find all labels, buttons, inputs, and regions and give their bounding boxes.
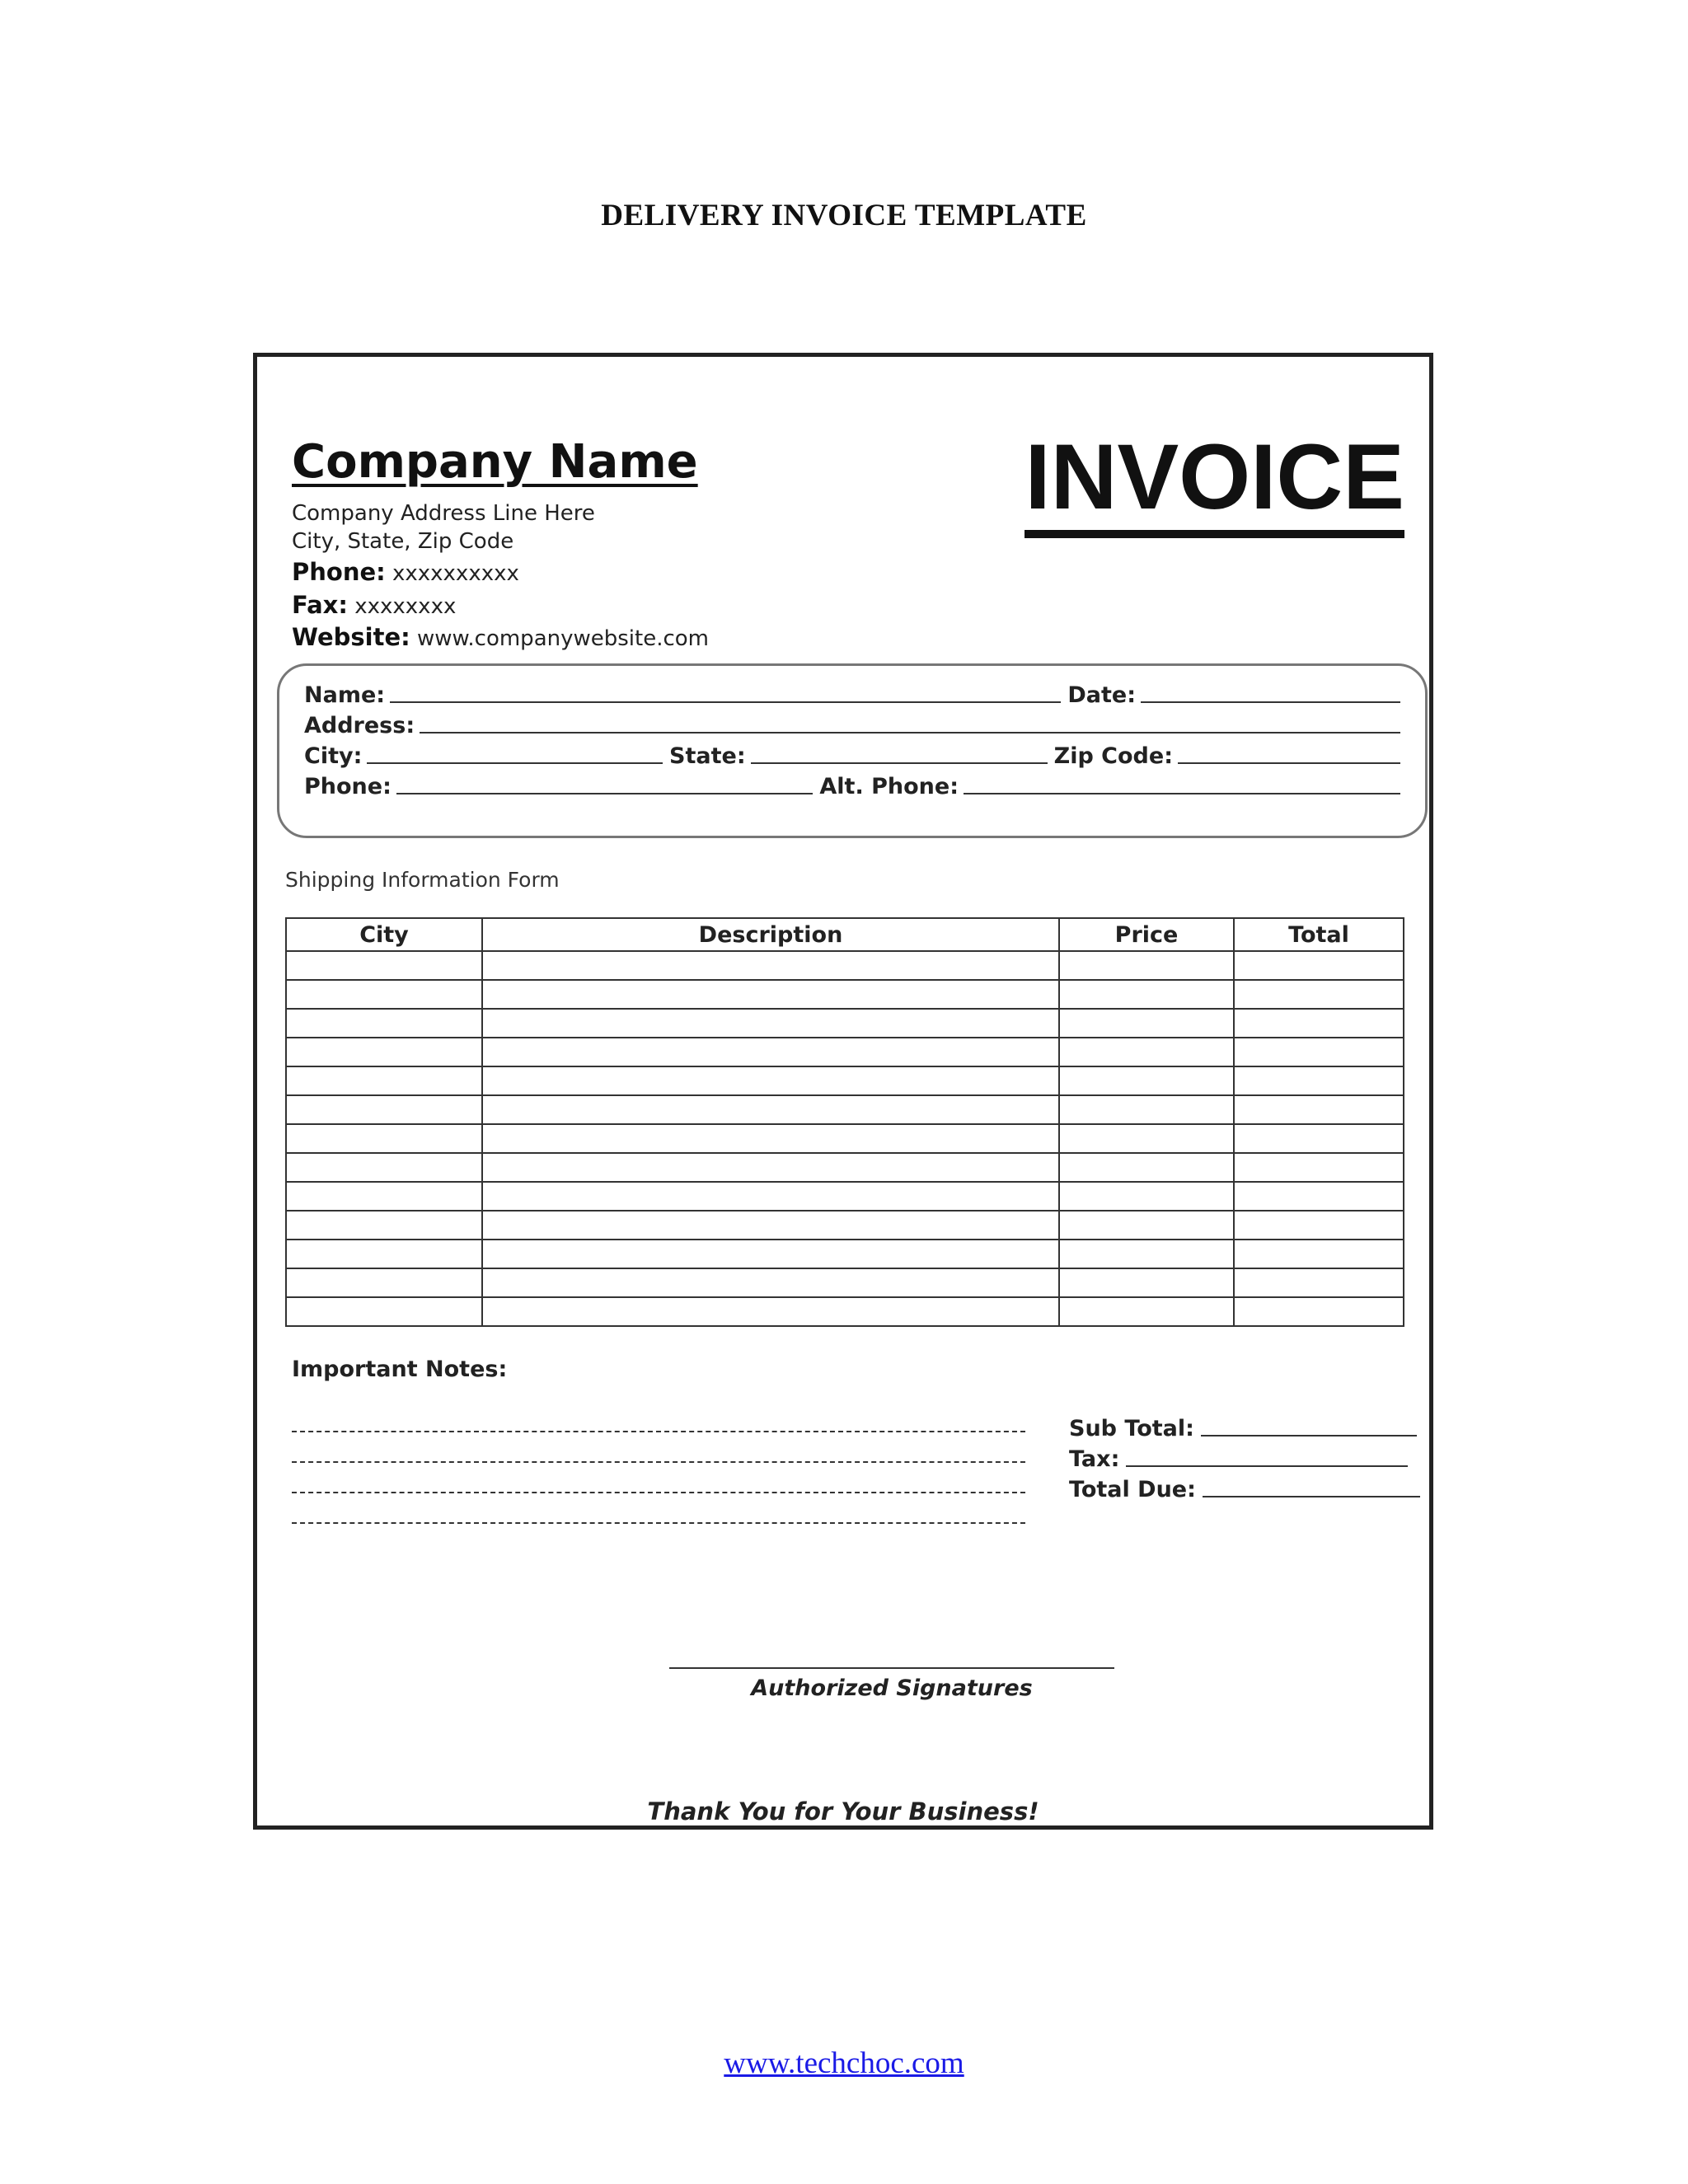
company-fax-value: xxxxxxxx [354, 594, 457, 619]
cell-total[interactable] [1234, 1297, 1404, 1326]
column-header-city: City [286, 918, 482, 951]
phone-label: Phone: [304, 774, 392, 799]
cell-price[interactable] [1059, 1066, 1234, 1095]
page-title: DELIVERY INVOICE TEMPLATE [601, 199, 1087, 232]
cell-city[interactable] [286, 1297, 482, 1326]
table-row [286, 1153, 1404, 1182]
note-line[interactable] [292, 1492, 1025, 1493]
cell-price[interactable] [1059, 1095, 1234, 1124]
cell-description[interactable] [482, 1268, 1059, 1297]
company-website-value: www.companywebsite.com [416, 626, 710, 651]
customer-row-phone [304, 774, 1400, 799]
table-row [286, 1211, 1404, 1240]
shipping-table-body [286, 951, 1404, 1326]
cell-city[interactable] [286, 1066, 482, 1095]
column-header-total: Total [1234, 918, 1404, 951]
cell-total[interactable] [1234, 1182, 1404, 1211]
total-due-field[interactable] [1203, 1479, 1420, 1497]
phone-field[interactable] [396, 775, 814, 794]
subtotal-row [1069, 1416, 1417, 1441]
table-row [286, 1124, 1404, 1153]
alt-phone-label: Alt. Phone: [819, 774, 959, 799]
cell-total[interactable] [1234, 1268, 1404, 1297]
company-name: Company Name [292, 435, 698, 489]
table-row [286, 951, 1404, 980]
company-phone-value: xxxxxxxxxx [392, 561, 519, 586]
zip-field[interactable] [1178, 744, 1400, 764]
footer-link[interactable]: www.techchoc.com [724, 2046, 964, 2080]
city-field[interactable] [367, 744, 663, 764]
subtotal-label: Sub Total: [1069, 1416, 1194, 1441]
cell-price[interactable] [1059, 1240, 1234, 1268]
cell-description[interactable] [482, 1211, 1059, 1240]
note-line[interactable] [292, 1522, 1025, 1524]
company-website-label: Website: [292, 623, 410, 651]
cell-city[interactable] [286, 1240, 482, 1268]
tax-field[interactable] [1126, 1449, 1408, 1467]
table-row [286, 1095, 1404, 1124]
state-field[interactable] [751, 744, 1048, 764]
date-field[interactable] [1141, 683, 1400, 703]
table-row [286, 1066, 1404, 1095]
cell-price[interactable] [1059, 1297, 1234, 1326]
cell-city[interactable] [286, 1211, 482, 1240]
customer-info-box [277, 663, 1428, 838]
zip-label: Zip Code: [1053, 743, 1173, 769]
invoice-title: INVOICE [1025, 431, 1404, 538]
table-row [286, 1268, 1404, 1297]
cell-price[interactable] [1059, 1268, 1234, 1297]
cell-city[interactable] [286, 1153, 482, 1182]
signature-label: Authorized Signatures [751, 1675, 1033, 1701]
thank-you-message: Thank You for Your Business! [647, 1797, 1039, 1825]
cell-total[interactable] [1234, 1038, 1404, 1066]
invoice-form [253, 353, 1433, 1830]
cell-price[interactable] [1059, 1182, 1234, 1211]
cell-price[interactable] [1059, 1211, 1234, 1240]
cell-description[interactable] [482, 1095, 1059, 1124]
cell-city[interactable] [286, 1038, 482, 1066]
note-line[interactable] [292, 1461, 1025, 1463]
table-row [286, 980, 1404, 1009]
customer-row-name [304, 682, 1400, 708]
cell-total[interactable] [1234, 951, 1404, 980]
subtotal-field[interactable] [1201, 1418, 1417, 1436]
cell-description[interactable] [482, 1182, 1059, 1211]
cell-city[interactable] [286, 980, 482, 1009]
cell-description[interactable] [482, 951, 1059, 980]
cell-city[interactable] [286, 1268, 482, 1297]
state-label: State: [669, 743, 746, 769]
table-row [286, 1240, 1404, 1268]
company-phone-label: Phone: [292, 558, 386, 586]
cell-total[interactable] [1234, 1009, 1404, 1038]
cell-total[interactable] [1234, 1095, 1404, 1124]
total-due-label: Total Due: [1069, 1477, 1196, 1502]
address-label: Address: [304, 713, 415, 738]
cell-city[interactable] [286, 1095, 482, 1124]
table-row [286, 1009, 1404, 1038]
cell-price[interactable] [1059, 951, 1234, 980]
cell-price[interactable] [1059, 1153, 1234, 1182]
company-address: Company Address Line Here [292, 501, 595, 526]
table-row [286, 1038, 1404, 1066]
cell-description[interactable] [482, 1066, 1059, 1095]
cell-total[interactable] [1234, 1124, 1404, 1153]
signature-line[interactable] [669, 1667, 1114, 1669]
total-due-row [1069, 1477, 1420, 1502]
column-header-description: Description [482, 918, 1059, 951]
cell-description[interactable] [482, 1153, 1059, 1182]
cell-description[interactable] [482, 980, 1059, 1009]
cell-description[interactable] [482, 1297, 1059, 1326]
cell-city[interactable] [286, 1124, 482, 1153]
notes-label: Important Notes: [292, 1357, 508, 1382]
cell-city[interactable] [286, 951, 482, 980]
table-header-row [286, 918, 1404, 951]
cell-description[interactable] [482, 1038, 1059, 1066]
table-row [286, 1182, 1404, 1211]
cell-total[interactable] [1234, 1066, 1404, 1095]
cell-total[interactable] [1234, 980, 1404, 1009]
cell-description[interactable] [482, 1009, 1059, 1038]
cell-price[interactable] [1059, 980, 1234, 1009]
city-label: City: [304, 743, 363, 769]
cell-total[interactable] [1234, 1153, 1404, 1182]
cell-total[interactable] [1234, 1240, 1404, 1268]
column-header-price: Price [1059, 918, 1234, 951]
cell-price[interactable] [1059, 1009, 1234, 1038]
customer-row-address [304, 713, 1400, 738]
shipping-table [285, 917, 1404, 1327]
company-phone [292, 558, 519, 586]
company-city-line: City, State, Zip Code [292, 529, 514, 554]
table-row [286, 1297, 1404, 1326]
address-field[interactable] [420, 714, 1400, 733]
cell-price[interactable] [1059, 1038, 1234, 1066]
name-field[interactable] [390, 683, 1061, 703]
name-label: Name: [304, 682, 386, 708]
tax-label: Tax: [1069, 1446, 1120, 1472]
shipping-form-label: Shipping Information Form [285, 868, 560, 892]
date-label: Date: [1067, 682, 1136, 708]
cell-price[interactable] [1059, 1124, 1234, 1153]
company-fax [292, 591, 456, 619]
tax-row [1069, 1446, 1408, 1472]
cell-total[interactable] [1234, 1211, 1404, 1240]
cell-city[interactable] [286, 1182, 482, 1211]
company-fax-label: Fax: [292, 591, 348, 619]
cell-description[interactable] [482, 1240, 1059, 1268]
customer-row-city [304, 743, 1400, 769]
company-website [292, 623, 709, 651]
alt-phone-field[interactable] [964, 775, 1400, 794]
cell-city[interactable] [286, 1009, 482, 1038]
cell-description[interactable] [482, 1124, 1059, 1153]
note-line[interactable] [292, 1431, 1025, 1432]
